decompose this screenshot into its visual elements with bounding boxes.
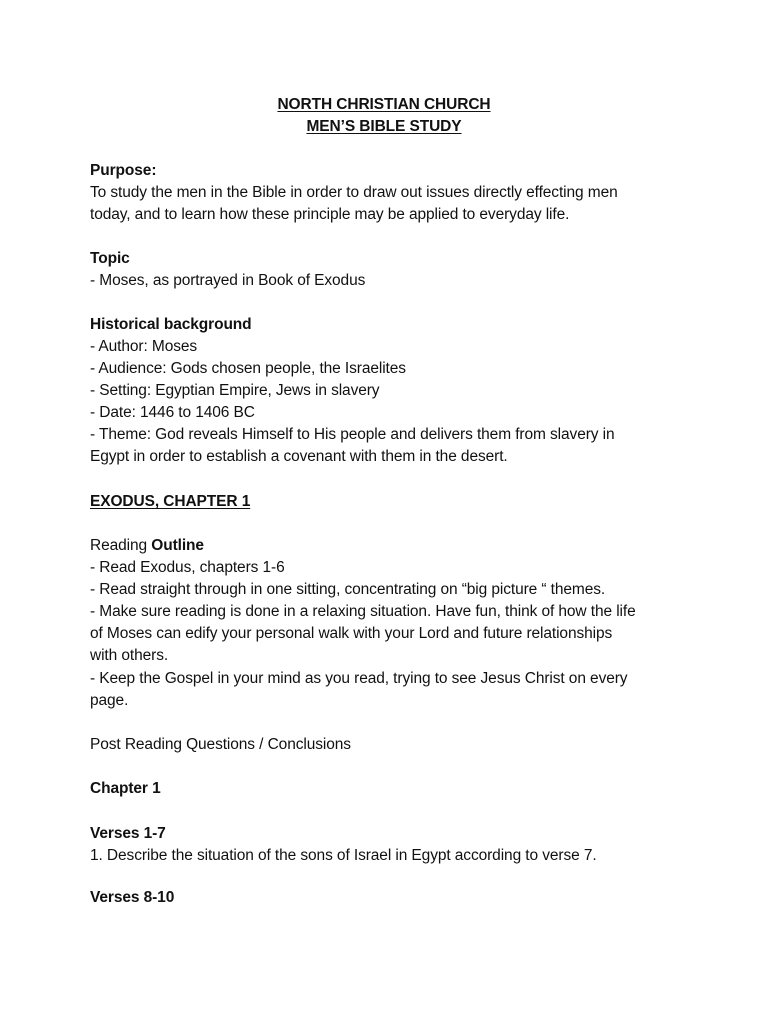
reading-line: - Make sure reading is done in a relaxing situation. Have fun, think of how the life <box>90 603 636 620</box>
reading-line: page. <box>90 692 129 709</box>
chapter1-heading: Chapter 1 <box>90 780 161 797</box>
church-title: NORTH CHRISTIAN CHURCH <box>277 96 491 113</box>
study-title: MEN’S BIBLE STUDY <box>306 118 462 135</box>
reading-line: - Keep the Gospel in your mind as you read, trying to see Jesus Christ on every <box>90 670 628 687</box>
purpose-heading: Purpose: <box>90 162 157 179</box>
reading-line: with others. <box>90 647 169 664</box>
verses-8-10-heading: Verses 8-10 <box>90 889 175 906</box>
reading-line: of Moses can edify your personal walk with your Lord and future relationships <box>90 625 613 642</box>
background-line: - Audience: Gods chosen people, the Israelites <box>90 360 406 377</box>
post-reading-heading: Post Reading Questions / Conclusions <box>90 736 351 753</box>
outline-label: Outline <box>151 537 204 554</box>
verses-1-7-heading: Verses 1-7 <box>90 825 166 842</box>
reading-line: - Read Exodus, chapters 1-6 <box>90 559 285 576</box>
reading-line: - Read straight through in one sitting, concentrating on “big picture “ themes. <box>90 581 606 598</box>
question-line: 1. Describe the situation of the sons of Israel in Egypt according to verse 7. <box>90 847 597 864</box>
background-line: - Date: 1446 to 1406 BC <box>90 404 255 421</box>
purpose-line: To study the men in the Bible in order to draw out issues directly effecting men <box>90 184 618 201</box>
background-heading: Historical background <box>90 316 252 333</box>
background-line: - Setting: Egyptian Empire, Jews in slavery <box>90 382 380 399</box>
topic-heading: Topic <box>90 250 130 267</box>
background-line: - Theme: God reveals Himself to His people and delivers them from slavery in <box>90 426 615 443</box>
background-line: Egypt in order to establish a covenant with them in the desert. <box>90 448 508 465</box>
background-line: - Author: Moses <box>90 338 198 355</box>
topic-line: - Moses, as portrayed in Book of Exodus <box>90 272 366 289</box>
chapter-heading: EXODUS, CHAPTER 1 <box>90 493 251 510</box>
reading-heading <box>90 535 204 557</box>
reading-prefix: Reading <box>90 537 152 554</box>
purpose-line: today, and to learn how these principle may be applied to everyday life. <box>90 206 570 223</box>
